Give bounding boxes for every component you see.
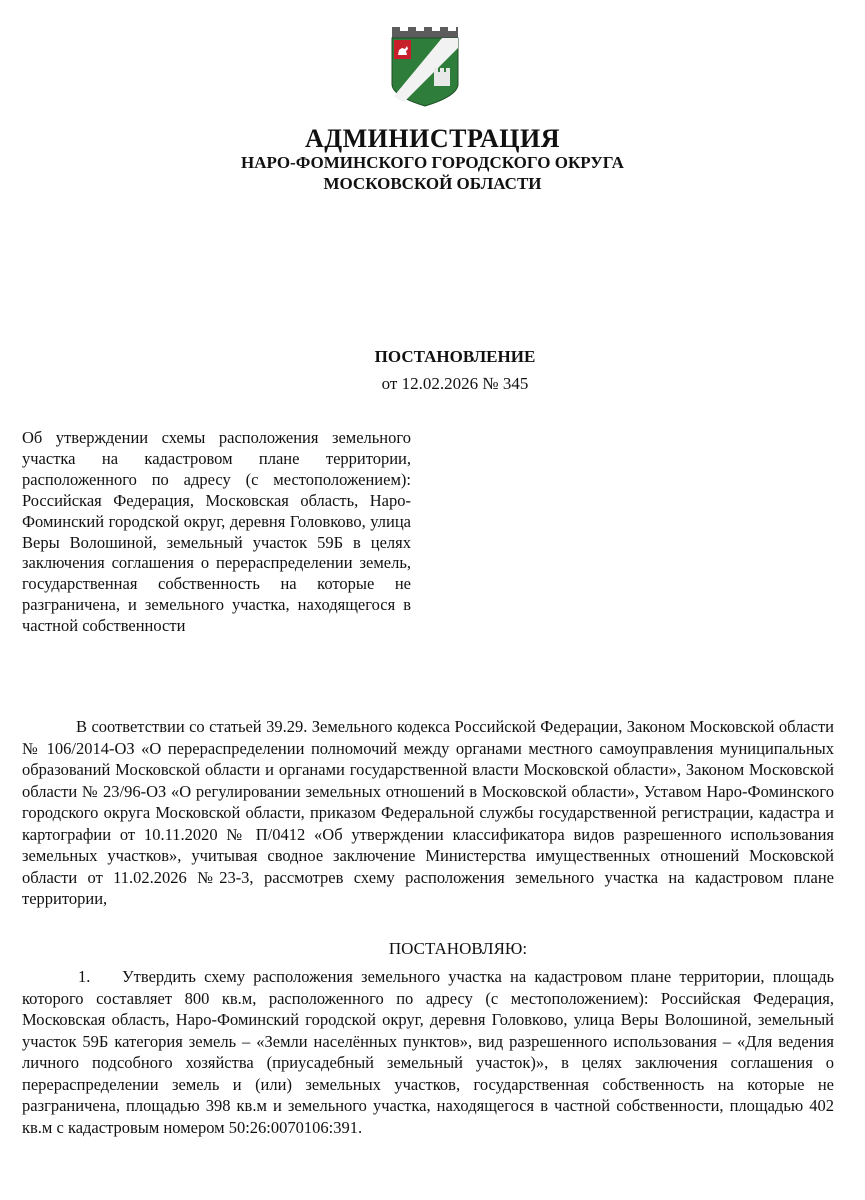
item-text: Утвердить схему расположения земельного участка на кадастровом плане территории, площадь которого составляет 800 кв.м, расположенного по адресу (с местоположением): Российская Федерация, Московская область, Наро-Фоминский городской округ, деревня Головково, улица Веры Волошиной, земельный участок 59Б категория земель – «Земли населённых пунктов», вид разрешенного использования – «Для ведения личного подсобного хозяйства (приусадебный земельный участок)», в целях заключения соглашения о перераспределении земель и (или) земельных участков, государственная собственность на которые не разграничена, площадью 398 кв.м и земельного участка, находящегося в частной собственности, площадью 402 кв.м с кадастровым номером 50:26:0070106:391. [22, 967, 834, 1137]
resolve-heading: ПОСТАНОВЛЯЮ: [388, 939, 528, 958]
item-number: 1. [78, 967, 91, 986]
resolution-item [22, 966, 834, 1138]
document-number-line: от 12.02.2026 № 345 [381, 374, 529, 393]
coat-of-arms-icon [386, 22, 464, 108]
header-subtitle-line1: НАРО-ФОМИНСКОГО ГОРОДСКОГО ОКРУГА [241, 153, 624, 172]
header-subtitle-line2: МОСКОВСКОЙ ОБЛАСТИ [323, 174, 542, 193]
document-subject: Об утверждении схемы расположения земельного участка на кадастровом плане территории, расположенного по адресу (с местоположением): Российская Федерация, Московская область, Наро-Фоминский городской округ, деревня Головково, улица Веры Волошиной, земельный участок 59Б в целях заключения соглашения о перераспределении земель, государственная собственность на которые не разграничена, и земельного участка, находящегося в частной собственности [22, 428, 411, 636]
header-title: АДМИНИСТРАЦИЯ [304, 124, 561, 153]
preamble-paragraph: В соответствии со статьей 39.29. Земельного кодекса Российской Федерации, Законом Московской области № 106/2014-ОЗ «О перераспределении полномочий между органами местного самоуправления муниципальных образований Московской области и органами государственной власти Московской области», Законом Московской области № 23/96-ОЗ «О регулировании земельных отношений в Московской области», Уставом Наро-Фоминского городского округа Московской области, приказом Федеральной службы государственной регистрации, кадастра и картографии от 10.11.2020 № П/0412 «Об утверждении классификатора видов разрешенного использования земельных участков», учитывая сводное заключение Министерства имущественных отношений Московской области от 11.02.2026 №23-3, рассмотрев схему расположения земельного участка на кадастровом плане территории, [22, 717, 834, 908]
document-type: ПОСТАНОВЛЕНИЕ [374, 347, 536, 366]
